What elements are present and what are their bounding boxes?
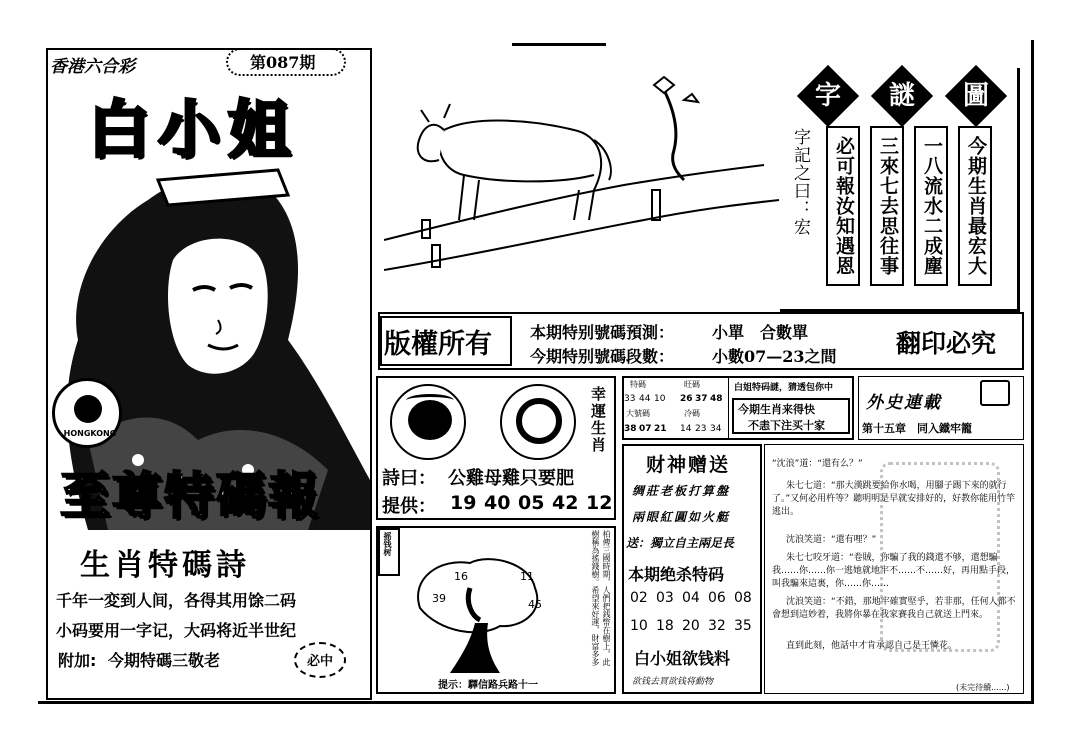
append-text: 今期特碼三敬老 <box>108 651 221 670</box>
money-tree-illustration <box>400 548 550 678</box>
issue-label: 第087期 <box>250 53 316 72</box>
provide-num-4: 42 <box>552 492 579 514</box>
wealth-line-1: 绸莊老板打算盤 <box>632 484 731 498</box>
diamond-char-2: 謎 <box>888 81 915 111</box>
ox-illustration <box>384 70 784 300</box>
wealth-title: 财神赠送 <box>646 454 731 476</box>
provide-num-3: 05 <box>518 492 545 514</box>
riddle-col-3: 三來七去思往事 <box>870 126 904 286</box>
code-cell: 37 <box>695 394 708 404</box>
tree-num-3: 39 <box>432 592 446 605</box>
codes-riddle-1: 今期生肖来得快 <box>738 403 815 416</box>
money-tree-legend: 柏傳三國時期，人們把銭幣在樹上，此樹稱為搖錢樹。希望來好運，財富多多 <box>591 530 611 666</box>
code-header-4: 冷碼 <box>684 409 700 418</box>
code-cell: 26 <box>680 394 693 404</box>
kill-num: 20 <box>682 618 700 634</box>
tree-num-2: 11 <box>520 570 534 583</box>
footer-title: 白小姐欲钱料 <box>634 649 731 668</box>
story-chapter: 第十五章 同入鐵牢籠 <box>862 422 972 435</box>
page-title: 白小姐 <box>88 93 299 166</box>
prediction-value-1: 小單 合數單 <box>712 323 809 342</box>
prediction-value-2: 小數07—23之間 <box>712 347 837 366</box>
bauhinia-icon <box>74 395 102 423</box>
story-title: 外史連載 <box>866 393 942 413</box>
kill-title: 本期绝杀特码 <box>628 565 725 584</box>
diamond-char-1: 字 <box>814 81 841 111</box>
kill-num: 03 <box>656 590 674 606</box>
provide-label: 提供： <box>382 496 436 517</box>
ram-icon <box>516 398 562 444</box>
wealth-line-2: 兩眼紅圓如火艇 <box>632 510 731 524</box>
money-tree-label: 摇钱树 <box>383 532 392 556</box>
provide-num-1: 19 <box>450 492 477 514</box>
hk-seal <box>52 378 122 448</box>
story-para-4: 朱七七咬牙道：“卷賊，你騙了我的錢還不够，還想騙我……你……你一逃她就地牢不……不……好，再用點手段，叫我騙來這裏，你……你…… <box>772 553 1016 589</box>
kill-num: 18 <box>656 618 674 634</box>
story-para-3: 沈浪笑道：“還有哩？” <box>786 535 877 545</box>
kill-num: 10 <box>630 618 648 634</box>
code-cell: 14 <box>680 424 692 434</box>
code-cell: 38 <box>624 424 637 434</box>
kill-num: 04 <box>682 590 700 606</box>
provide-num-2: 40 <box>484 492 511 514</box>
poem-title: 生肖特碼詩 <box>80 548 250 583</box>
code-cell: 44 <box>639 394 651 404</box>
provide-num-5: 12 <box>586 492 613 514</box>
kill-num: 32 <box>708 618 726 634</box>
tree-num-4: 45 <box>528 598 542 611</box>
banner-title: 至尊特碼報 <box>60 466 320 525</box>
story-para-6: 直到此刻，他話中才肯承認自己是王憐花。 <box>786 641 958 651</box>
ox-badge <box>390 384 466 460</box>
copyright-left: 版權所有 <box>384 329 492 360</box>
kill-num: 35 <box>734 618 752 634</box>
story-footer: (未完待續......) <box>956 683 1010 692</box>
code-cell: 10 <box>654 394 666 404</box>
riddle-col-2: 一八流水二成塵 <box>914 126 948 286</box>
code-cell: 07 <box>639 424 652 434</box>
seal-text: HONGKONG <box>63 429 117 438</box>
code-header-3: 大號碼 <box>626 409 650 418</box>
wealth-line-3: 送：獨立自主兩足長 <box>626 536 735 550</box>
brand-label: 香港六合彩 <box>50 57 135 77</box>
kill-num: 02 <box>630 590 648 606</box>
riddle-col-1: 今期生肖最宏大 <box>958 126 992 286</box>
prediction-label-2: 今期特别號碼段數： <box>530 347 675 366</box>
diamond-char-3: 圖 <box>962 81 989 111</box>
code-header-1: 特碼 <box>630 380 646 389</box>
computer-icon <box>980 380 1010 406</box>
code-cell: 34 <box>710 424 722 434</box>
story-para-1: “沈浪”道：“還有么？” <box>772 459 863 469</box>
kill-num: 06 <box>708 590 726 606</box>
ox-horns-icon <box>406 394 454 407</box>
poem-line-1: 千年一変到人间，各得其用馀二码 <box>56 591 297 610</box>
ram-badge <box>500 384 576 460</box>
story-para-2: 朱七七道：“那大漢跳要給你水喝，用腳子踢下來的就行了。”又何必用杵等？聽明明是早就安排好的，好教你能用竹竿逃出。 <box>772 481 1016 517</box>
kill-num: 08 <box>734 590 752 606</box>
poem-label: 詩曰： <box>382 468 436 489</box>
tree-hint: 提示：驛信路兵路十一 <box>438 680 538 691</box>
top-rule <box>512 43 606 46</box>
lucky-zodiac-label: 幸運生肖 <box>589 386 607 454</box>
bizhong-stamp <box>294 642 346 678</box>
code-cell: 23 <box>695 424 707 434</box>
zodiac-poem: 公雞母雞只要肥 <box>448 468 574 489</box>
prediction-label-1: 本期特别號碼預測： <box>530 323 675 342</box>
footer-sub: 欲钱去買欲钱将動物 <box>632 677 714 687</box>
codes-riddle-2: 不恚下注买十家 <box>748 419 825 432</box>
code-cell: 48 <box>710 394 723 404</box>
story-watermark <box>880 462 1000 652</box>
code-cell: 33 <box>624 394 636 404</box>
copyright-right: 翻印必究 <box>896 329 997 358</box>
append-label: 附加: <box>58 651 97 670</box>
poem-line-2: 小码要用一字记，大码将近半世纪 <box>56 621 297 640</box>
codes-title: 白姐特码謎，猜透包你中 <box>734 383 834 393</box>
code-cell: 21 <box>654 424 667 434</box>
issue-dots <box>226 48 346 76</box>
stamp-text: 必中 <box>306 654 333 669</box>
riddle-col-4: 必可報汝知遇恩 <box>826 126 860 286</box>
tree-num-1: 16 <box>454 570 468 583</box>
riddle-note: 字記之曰：宏 <box>790 128 810 236</box>
code-header-2: 旺碼 <box>684 380 700 389</box>
story-para-5: 沈浪笑道：“不錯，那地牢確實堅乎，若非那，任何人都不會想到這妙着，我將你暴在我家賽我自己就送上門來。 <box>772 597 1016 620</box>
